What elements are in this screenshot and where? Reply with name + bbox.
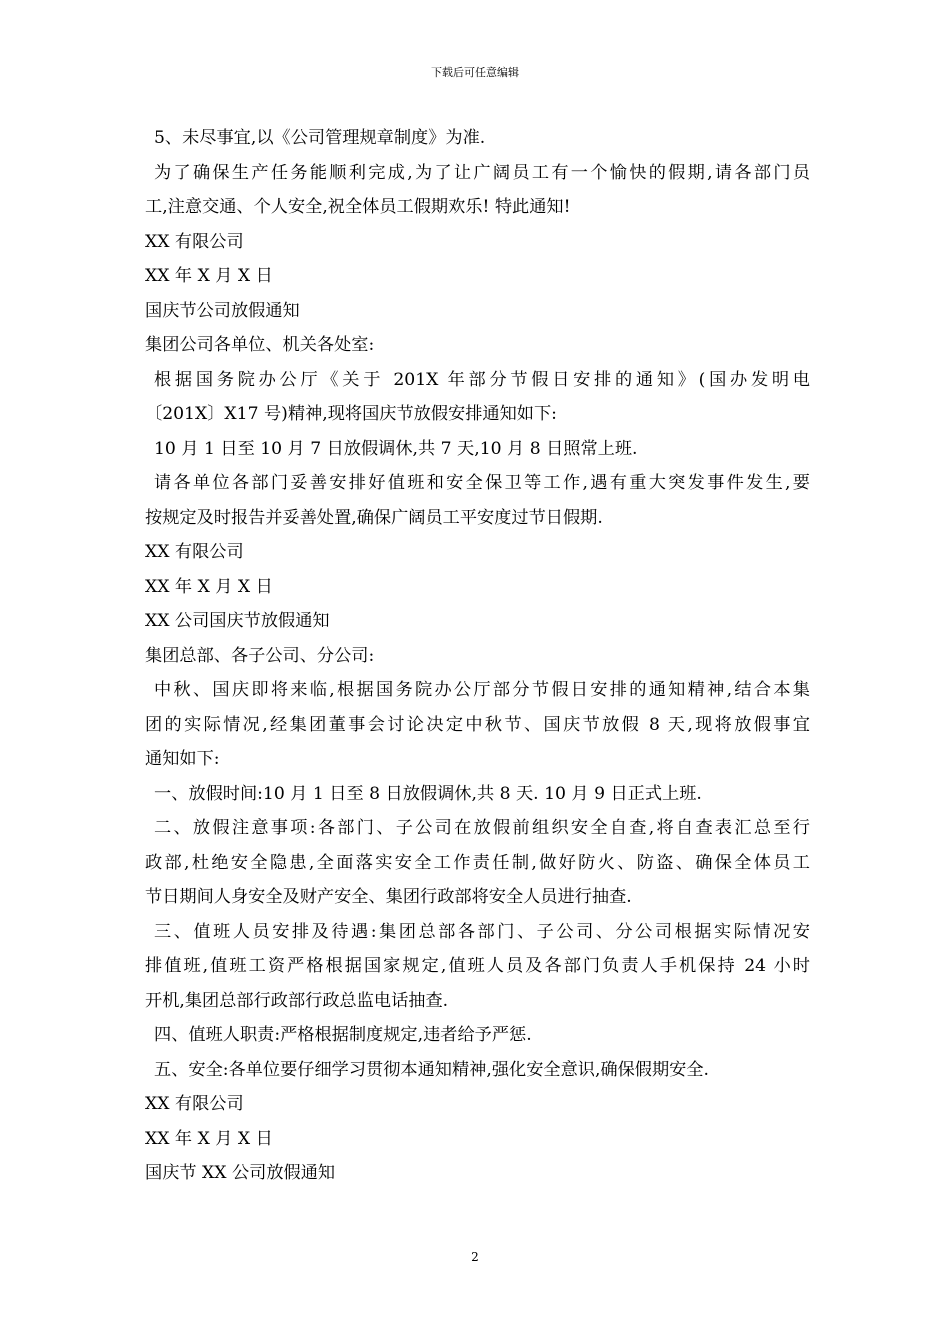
closing-paragraph-line-2: 工,注意交通、个人安全,祝全体员工假期欢乐! 特此通知! — [145, 197, 571, 217]
signature-company: XX 有限公司 — [145, 231, 244, 252]
list-item-line: 三、值班人员安排及待遇:集团总部各部门、子公司、分公司根据实际情况安 — [154, 921, 810, 942]
signature-company: XX 有限公司 — [145, 542, 244, 562]
list-item-line: 四、值班人职责:严格根据制度规定,违者给予严惩. — [154, 1025, 532, 1045]
list-item-line: 开机,集团总部行政部行政总监电话抽查. — [145, 990, 449, 1011]
notice-paragraph-line: 根据国务院办公厅《关于 201X 年部分节假日安排的通知》(国办发明电 — [154, 369, 810, 390]
item-5-line: 5、未尽事宜,以《公司管理规章制度》为准. — [154, 128, 486, 148]
holiday-schedule-line: 10 月 1 日至 10 月 7 日放假调休,共 7 天,10 月 8 日照常上班. — [154, 438, 638, 459]
list-item-line: 五、安全:各单位要仔细学习贯彻本通知精神,强化安全意识,确保假期安全. — [154, 1059, 709, 1080]
notice-paragraph-line: 通知如下: — [145, 749, 220, 769]
list-item-line: 节日期间人身安全及财产安全、集团行政部将安全人员进行抽查. — [145, 887, 632, 907]
notice-paragraph-line: 请各单位各部门妥善安排好值班和安全保卫等工作,遇有重大突发事件发生,要 — [154, 473, 810, 493]
page-header: 下载后可任意编辑 — [431, 66, 519, 79]
notice-paragraph-line: 中秋、国庆即将来临,根据国务院办公厅部分节假日安排的通知精神,结合本集 — [154, 680, 810, 700]
list-item-line: 一、放假时间:10 月 1 日至 8 日放假调休,共 8 天. 10 月 9 日正式上班. — [154, 783, 702, 804]
notice-title: 国庆节公司放假通知 — [145, 300, 300, 321]
notice-salutation: 集团总部、各子公司、分公司: — [145, 645, 375, 666]
notice-title: 国庆节 XX 公司放假通知 — [145, 1163, 336, 1183]
list-item-line: 二、放假注意事项:各部门、子公司在放假前组织安全自查,将自查表汇总至行 — [154, 818, 810, 838]
list-item-line: 政部,杜绝安全隐患,全面落实安全工作责任制,做好防火、防盗、确保全体员工 — [145, 852, 810, 873]
notice-salutation: 集团公司各单位、机关各处室: — [145, 335, 375, 355]
page-number: 2 — [471, 1250, 479, 1264]
notice-paragraph-line: 〔201X〕X17 号)精神,现将国庆节放假安排通知如下: — [145, 404, 557, 424]
signature-date: XX 年 X 月 X 日 — [145, 576, 273, 597]
notice-paragraph-line: 团的实际情况,经集团董事会讨论决定中秋节、国庆节放假 8 天,现将放假事宜 — [145, 714, 810, 735]
list-item-line: 排值班,值班工资严格根据国家规定,值班人员及各部门负责人手机保持 24 小时 — [145, 956, 810, 976]
document-body — [145, 121, 810, 1191]
closing-paragraph-line-1: 为了确保生产任务能顺利完成,为了让广阔员工有一个愉快的假期,请各部门员 — [154, 162, 810, 183]
signature-date: XX 年 X 月 X 日 — [145, 266, 273, 286]
notice-paragraph-line: 按规定及时报告并妥善处置,确保广阔员工平安度过节日假期. — [145, 507, 603, 528]
notice-title: XX 公司国庆节放假通知 — [145, 611, 330, 631]
signature-company: XX 有限公司 — [145, 1094, 244, 1114]
signature-date: XX 年 X 月 X 日 — [145, 1128, 273, 1149]
